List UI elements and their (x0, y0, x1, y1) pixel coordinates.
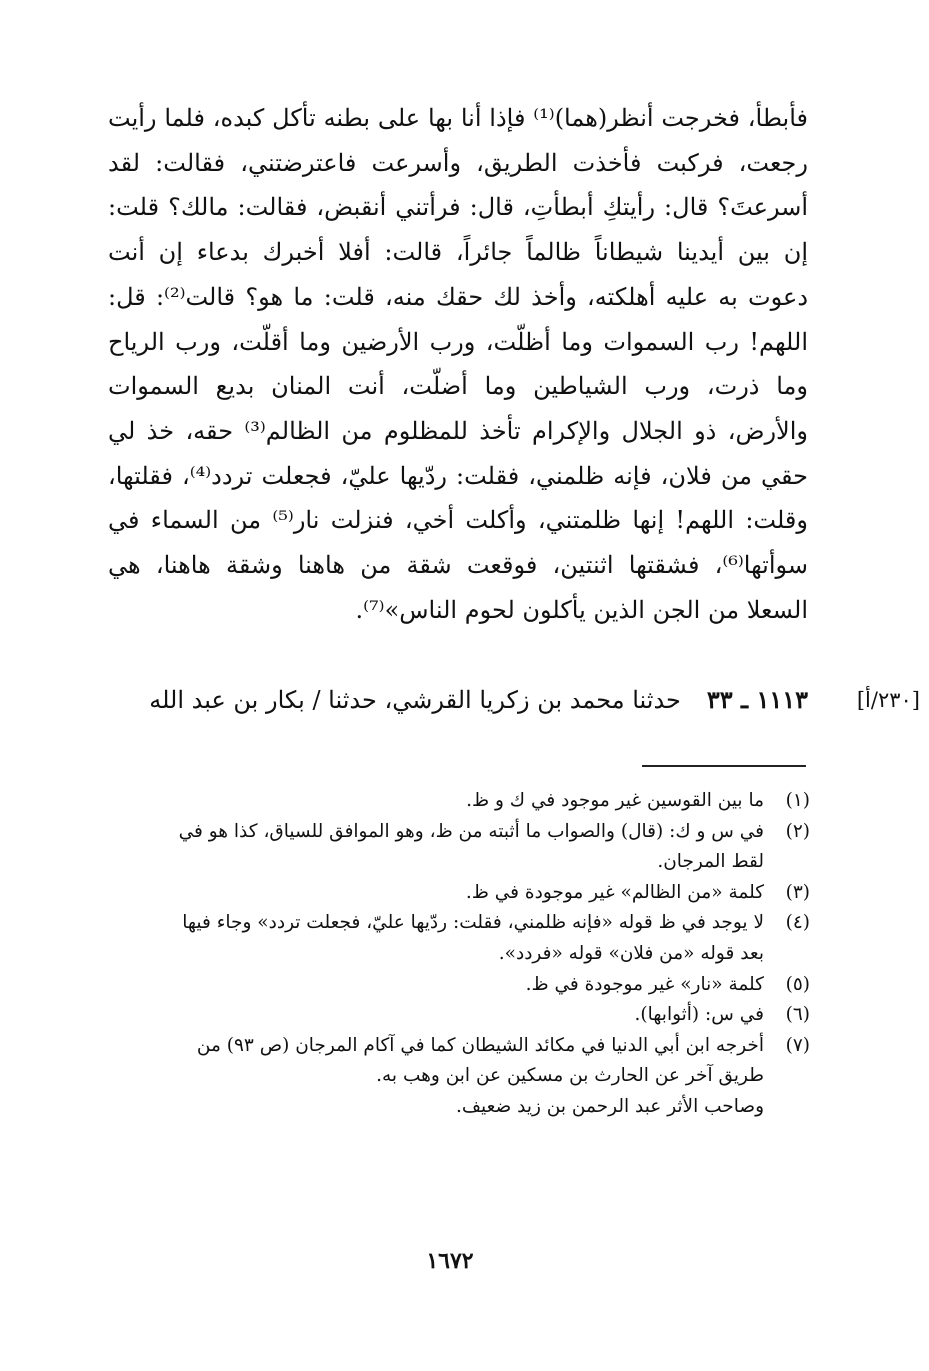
footnote-1 (108, 786, 810, 817)
footnote-line: أخرجه ابن أبي الدنيا في مكائد الشيطان كما في آكام المرجان (ص ٩٣) من (196, 1034, 764, 1056)
footnote-number: (٢) (785, 820, 810, 842)
footnote-number: (٤) (785, 912, 810, 934)
footnote-line: بعد قوله «من فلان» قوله «فردد». (498, 942, 764, 964)
footnote-text (108, 786, 764, 817)
footnote-text (108, 817, 764, 878)
footnote-2 (108, 817, 810, 878)
footnote-3 (108, 878, 810, 909)
footnote-text (108, 970, 764, 1001)
footnote-text (108, 908, 764, 969)
footnotes-section (108, 786, 810, 1123)
footnote-line: في س و ك: (قال) والصواب ما أثبته من ظ، وهو الموافق للسياق، كذا هو في (178, 820, 764, 842)
hadith-number: ١١١٣ ـ ٣٣ (706, 685, 808, 714)
footnote-line: وصاحب الأثر عبد الرحمن بن زيد ضعيف. (455, 1095, 764, 1117)
footnote-number: (٧) (785, 1034, 810, 1056)
main-text-paragraph: فأبطأ، فخرجت أنظر(هما)⁽¹⁾ فإذا أنا بها على بطنه تأكل كبده، فلما رأيت رجعت، فركبت فأخذت الطريق، وأسرعت فاعترضتني، فقالت: لقد أسرعتَ؟ قال: رأيتكِ أبطأتِ، قال: فرأتني أنقبض، فقالت: مالك؟ قلت: إن بين أيدينا شيطاناً ظالماً جائراً، قالت: أفلا أخبرك بدعاء إن أنت دعوت به عليه أهلكته، وأخذ لك حقك منه، قلت: ما هو؟ قالت⁽²⁾: قل: اللهم! رب السموات وما أظلّت، ورب الأرضين وما أقلّت، ورب الرياح وما ذرت، ورب الشياطين وما أضلّت، أنت المنان بديع السموات والأرض، ذو الجلال والإكرام تأخذ للمظلوم من الظالم⁽³⁾ حقه، خذ لي حقي من فلان، فإنه ظلمني، فقلت: ردّيها عليّ، فجعلت تردد⁽⁴⁾، فقلتها، وقلت: اللهم! إنها ظلمتني، وأكلت أخي، فنزلت نار⁽⁵⁾ من السماء في سوأتها⁽⁶⁾، فشقتها اثنتين، فوقعت شقة من هاهنا وشقة هاهنا، هي السعلا من الجن الذين يأكلون لحوم الناس»⁽⁷⁾. (108, 104, 809, 624)
footnote-separator-rule (642, 765, 806, 767)
footnote-line: لا يوجد في ظ قوله «فإنه ظلمني، فقلت: ردّيها عليّ، فجعلت تردد» وجاء فيها (182, 912, 764, 934)
footnote-line: في س: (أثوابها). (634, 1004, 764, 1026)
footnote-number: (٣) (785, 881, 810, 903)
footnote-text (108, 1031, 764, 1123)
footnote-line: طريق آخر عن الحارث بن مسكين عن ابن وهب به. (376, 1065, 764, 1087)
footnote-line: ما بين القوسين غير موجود في ك و ظ. (466, 790, 764, 811)
hadith-isnad-text: حدثنا محمد بن زكريا القرشي، حدثنا / بكار بن عبد الله (149, 686, 681, 714)
footnote-number: (٦) (785, 1004, 810, 1026)
hadith-heading-line (108, 680, 808, 720)
manuscript-folio-reference: [٢٣٠/أ] (856, 688, 920, 712)
footnote-number: (٥) (785, 973, 810, 995)
footnote-5 (108, 970, 810, 1001)
page-number: ١٦٧٢ (426, 1248, 474, 1274)
footnote-line: كلمة «نار» غير موجودة في ظ. (525, 973, 764, 995)
footnote-text (108, 1000, 764, 1031)
footnote-line: لقط المرجان. (657, 851, 764, 873)
footnote-7 (108, 1031, 810, 1123)
footnote-line: كلمة «من الظالم» غير موجودة في ظ. (465, 881, 764, 903)
footnote-4 (108, 908, 810, 969)
footnote-6 (108, 1000, 810, 1031)
footnote-number: (١) (785, 790, 810, 811)
footnote-text (108, 878, 764, 909)
